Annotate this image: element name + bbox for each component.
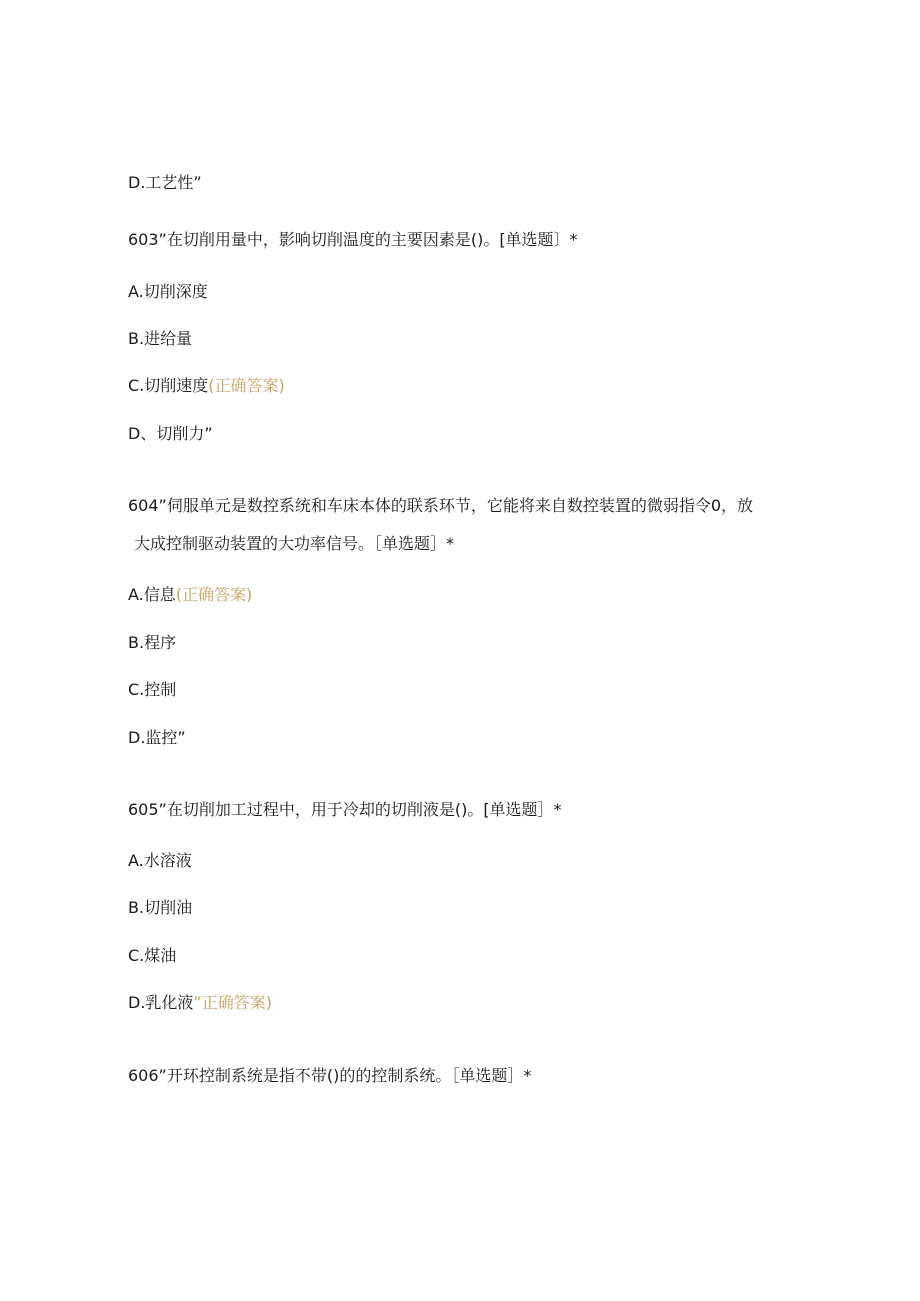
question-605-option-c: C.煤油 [128,946,177,965]
question-605-stem: 605”在切削加工过程中，用于冷却的切削液是()。[单选题］* [128,800,562,819]
correct-answer-mark: ”正确答案) [193,993,272,1012]
question-603-option-d: D、切削力” [128,424,213,443]
question-606-stem: 606”开环控制系统是指不带()的的控制系统。［单选题］* [128,1066,532,1085]
option-text: D.乳化液 [128,993,194,1012]
question-605-option-b: B.切削油 [128,898,193,917]
question-604-stem-line-1: 604”伺服单元是数控系统和车床本体的联系环节，它能将来自数控装置的微弱指令0，放 [128,496,754,515]
question-604-option-c: C.控制 [128,680,177,699]
option-text: A.信息 [128,585,176,604]
correct-answer-mark: (正确答案) [208,376,285,395]
question-604-option-b: B.程序 [128,633,177,652]
question-604-option-a [128,585,252,605]
question-603-option-c [128,376,285,396]
question-603-option-b: B.进给量 [128,329,193,348]
question-604-option-d: D.监控” [128,728,186,747]
question-605-option-d [128,993,272,1013]
question-602-option-d: D.工艺性” [128,173,202,192]
question-603-option-a: A.切削深度 [128,282,208,301]
question-604-stem-line-2: 大成控制驱动装置的大功率信号。［单选题］* [134,534,455,553]
question-605-option-a: A.水溶液 [128,851,192,870]
option-text: C.切削速度 [128,376,209,395]
correct-answer-mark: (正确答案) [175,585,253,604]
question-603-stem: 603”在切削用量中，影响切削温度的主要因素是()。[单选题〕* [128,230,578,249]
